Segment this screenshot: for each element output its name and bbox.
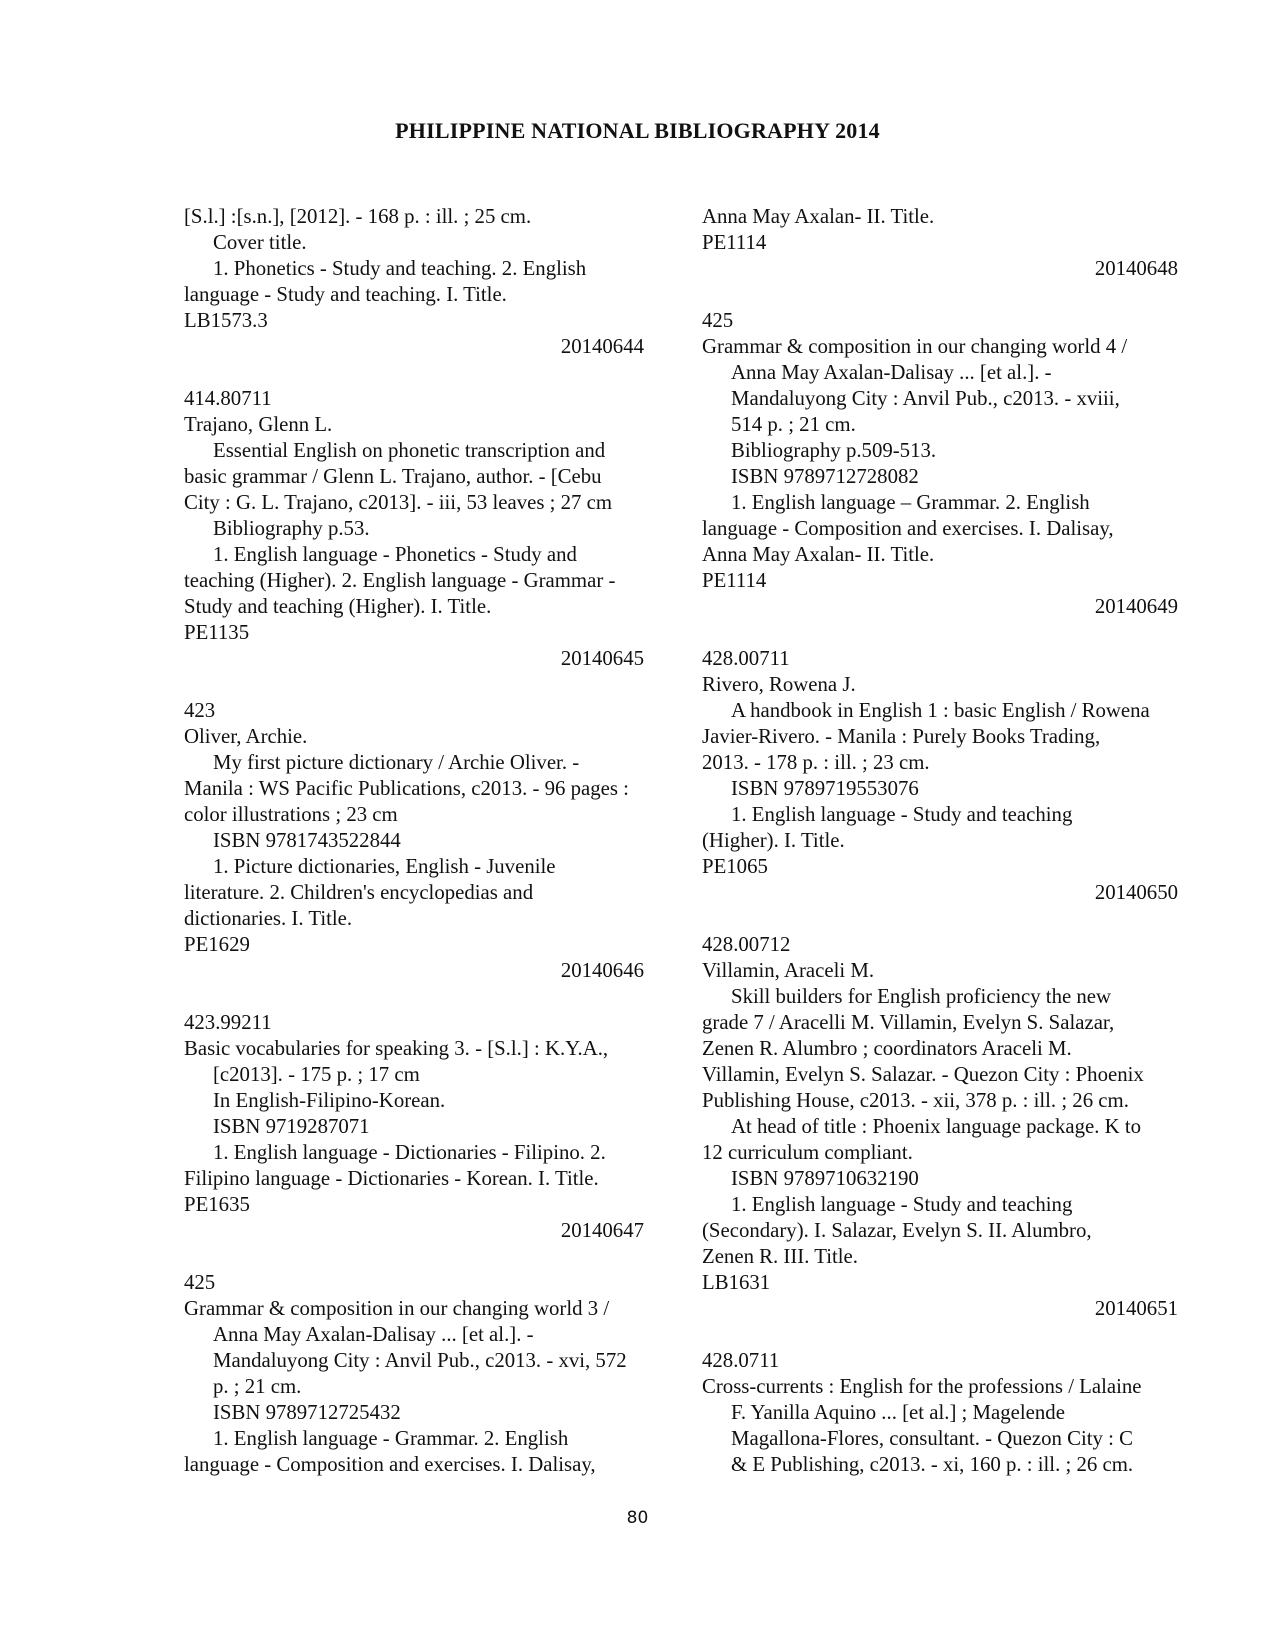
- text-line: Anna May Axalan-Dalisay ... [et al.]. -: [731, 361, 1052, 384]
- title-heading: Grammar & composition in our changing world 4 /: [702, 335, 1128, 358]
- text-line: 1. English language - Study and teaching: [731, 1193, 1073, 1216]
- text-line: language - Composition and exercises. I. Dalisay,: [702, 517, 1114, 540]
- text-line: (Secondary). I. Salazar, Evelyn S. II. Alumbro,: [702, 1219, 1092, 1242]
- text-line: language - Composition and exercises. I. Dalisay,: [184, 1453, 596, 1476]
- text-line: My first picture dictionary / Archie Oliver. -: [213, 751, 580, 774]
- text-line: ISBN 9789719553076: [731, 777, 919, 800]
- left-column: [184, 204, 654, 1478]
- call-number: PE1065: [702, 855, 768, 878]
- record-number: 20140651: [1094, 1297, 1178, 1320]
- record-number: 20140644: [560, 335, 644, 358]
- text-line: [c2013]. - 175 p. ; 17 cm: [213, 1063, 420, 1086]
- text-line: ISBN 9789712728082: [731, 465, 919, 488]
- text-line: (Higher). I. Title.: [702, 829, 845, 852]
- text-line: Essential English on phonetic transcription and: [213, 439, 606, 462]
- page-number: 80: [626, 1508, 649, 1528]
- text-line: Publishing House, c2013. - xii, 378 p. : ill. ; 26 cm.: [702, 1089, 1129, 1112]
- record-number: 20140649: [1094, 595, 1178, 618]
- text-line: 1. English language - Phonetics - Study and: [213, 543, 577, 566]
- text-line: Villamin, Evelyn S. Salazar. - Quezon City : Phoenix: [702, 1063, 1144, 1086]
- call-number: PE1135: [184, 621, 250, 644]
- text-line: basic grammar / Glenn L. Trajano, author. - [Cebu: [184, 465, 602, 488]
- text-line: Magallona-Flores, consultant. - Quezon City : C: [731, 1427, 1134, 1450]
- text-line: & E Publishing, c2013. - xi, 160 p. : ill. ; 26 cm.: [731, 1453, 1134, 1476]
- text-line: Javier-Rivero. - Manila : Purely Books Trading,: [702, 725, 1101, 748]
- text-line: Manila : WS Pacific Publications, c2013. - 96 pages :: [184, 777, 629, 800]
- text-line: ISBN 9789712725432: [213, 1401, 401, 1424]
- classification-number: 428.0711: [702, 1349, 780, 1372]
- text-line: Anna May Axalan- II. Title.: [702, 205, 935, 228]
- text-line: 1. English language - Study and teaching: [731, 803, 1073, 826]
- classification-number: 423: [184, 699, 216, 722]
- text-line: Mandaluyong City : Anvil Pub., c2013. - xvi, 572: [213, 1349, 627, 1372]
- entry-gap: [184, 1244, 654, 1270]
- text-line: literature. 2. Children's encyclopedias and: [184, 881, 534, 904]
- text-line: ISBN 9781743522844: [213, 829, 401, 852]
- call-number: PE1629: [184, 933, 250, 956]
- text-line: Study and teaching (Higher). I. Title.: [184, 595, 492, 618]
- classification-number: 414.80711: [184, 387, 272, 410]
- record-number: 20140648: [1094, 257, 1178, 280]
- record-number: 20140647: [560, 1219, 644, 1242]
- text-line: 1. Phonetics - Study and teaching. 2. English: [213, 257, 587, 280]
- text-line: [S.l.] :[s.n.], [2012]. - 168 p. : ill. ; 25 cm.: [184, 205, 532, 228]
- text-line: Bibliography p.509-513.: [731, 439, 937, 462]
- text-line: ISBN 9719287071: [213, 1115, 370, 1138]
- author-heading: Oliver, Archie.: [184, 725, 308, 748]
- entry-gap: [702, 620, 1188, 646]
- call-number: PE1114: [702, 569, 767, 592]
- title-heading: Grammar & composition in our changing world 3 /: [184, 1297, 610, 1320]
- classification-number: 428.00712: [702, 933, 791, 956]
- text-line: color illustrations ; 23 cm: [184, 803, 398, 826]
- call-number: PE1635: [184, 1193, 250, 1216]
- text-line: At head of title : Phoenix language package. K to: [731, 1115, 1142, 1138]
- text-line: Zenen R. Alumbro ; coordinators Araceli M.: [702, 1037, 1072, 1060]
- title-heading: Basic vocabularies for speaking 3. - [S.l.] : K.Y.A.,: [184, 1037, 609, 1060]
- text-line: 1. English language - Dictionaries - Filipino. 2.: [213, 1141, 606, 1164]
- text-line: City : G. L. Trajano, c2013]. - iii, 53 leaves ; 27 cm: [184, 491, 613, 514]
- text-line: A handbook in English 1 : basic English / Rowena: [731, 699, 1150, 722]
- text-line: In English-Filipino-Korean.: [213, 1089, 446, 1112]
- classification-number: 425: [184, 1271, 216, 1294]
- text-line: Anna May Axalan-Dalisay ... [et al.]. -: [213, 1323, 534, 1346]
- text-line: 2013. - 178 p. : ill. ; 23 cm.: [702, 751, 930, 774]
- text-line: 1. English language - Grammar. 2. English: [213, 1427, 569, 1450]
- right-column: [702, 204, 1188, 1478]
- text-line: Cover title.: [213, 231, 307, 254]
- call-number: PE1114: [702, 231, 767, 254]
- record-number: 20140650: [1094, 881, 1178, 904]
- text-line: 1. Picture dictionaries, English - Juvenile: [213, 855, 556, 878]
- text-line: p. ; 21 cm.: [213, 1375, 302, 1398]
- entry-gap: [702, 906, 1188, 932]
- entry-gap: [702, 282, 1188, 308]
- text-line: Skill builders for English proficiency the new: [731, 985, 1112, 1008]
- author-heading: Rivero, Rowena J.: [702, 673, 856, 696]
- text-line: Mandaluyong City : Anvil Pub., c2013. - xviii,: [731, 387, 1120, 410]
- classification-number: 428.00711: [702, 647, 790, 670]
- call-number: LB1631: [702, 1271, 771, 1294]
- record-number: 20140645: [560, 647, 644, 670]
- text-line: ISBN 9789710632190: [731, 1167, 919, 1190]
- text-line: 12 curriculum compliant.: [702, 1141, 913, 1164]
- author-heading: Villamin, Araceli M.: [702, 959, 875, 982]
- entry-gap: [184, 672, 654, 698]
- text-line: teaching (Higher). 2. English language - Grammar -: [184, 569, 616, 592]
- text-line: Zenen R. III. Title.: [702, 1245, 858, 1268]
- text-line: Filipino language - Dictionaries - Korean. I. Title.: [184, 1167, 599, 1190]
- text-line: 514 p. ; 21 cm.: [731, 413, 856, 436]
- text-line: language - Study and teaching. I. Title.: [184, 283, 507, 306]
- classification-number: 425: [702, 309, 734, 332]
- entry-gap: [702, 1322, 1188, 1348]
- text-line: F. Yanilla Aquino ... [et al.] ; Magelende: [731, 1401, 1065, 1424]
- entry-gap: [184, 984, 654, 1010]
- page-title: PHILIPPINE NATIONAL BIBLIOGRAPHY 2014: [395, 118, 880, 143]
- text-line: grade 7 / Aracelli M. Villamin, Evelyn S. Salazar,: [702, 1011, 1115, 1034]
- classification-number: 423.99211: [184, 1011, 272, 1034]
- text-line: Anna May Axalan- II. Title.: [702, 543, 935, 566]
- title-heading: Cross-currents : English for the professions / Lalaine: [702, 1375, 1142, 1398]
- text-line: dictionaries. I. Title.: [184, 907, 353, 930]
- record-number: 20140646: [560, 959, 644, 982]
- text-line: 1. English language – Grammar. 2. English: [731, 491, 1090, 514]
- author-heading: Trajano, Glenn L.: [184, 413, 333, 436]
- call-number: LB1573.3: [184, 309, 268, 332]
- text-line: Bibliography p.53.: [213, 517, 370, 540]
- entry-gap: [184, 360, 654, 386]
